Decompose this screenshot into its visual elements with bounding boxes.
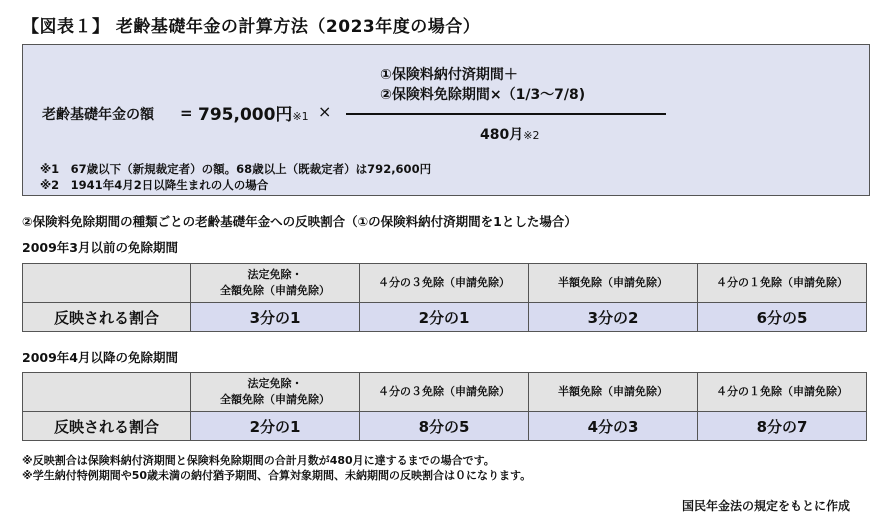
formula-label: 老齢基礎年金の額 <box>42 107 154 123</box>
ratio-table-post-2009 <box>22 372 867 441</box>
table-row <box>23 303 867 332</box>
formula-note-1: ※1 67歳以下（新規裁定者）の額。68歳以上（既裁定者）は792,600円 <box>40 162 432 176</box>
denominator-value: 480月 <box>480 127 524 143</box>
pension-amount-note: ※1 <box>292 110 309 123</box>
formula-note-2: ※2 1941年4月2日以降生まれの人の場合 <box>40 178 269 192</box>
column-header: 半額免除（申請免除） <box>529 264 698 303</box>
table-1-heading: 2009年3月以前の免除期間 <box>22 240 178 255</box>
ratio-cell: 2分の1 <box>360 303 529 332</box>
ratio-cell: 4分の3 <box>529 412 698 441</box>
denominator <box>480 124 539 144</box>
source-credit: 国民年金法の規定をもとに作成 <box>681 499 850 513</box>
column-header: 法定免除・ 全額免除（申請免除） <box>191 373 360 412</box>
footnote-2: ※学生納付特例期間や50歳未満の納付猶予期間、合算対象期間、未納期間の反映割合は０になります。 <box>22 469 532 482</box>
column-header: ４分の３免除（申請免除） <box>360 264 529 303</box>
ratio-cell: 8分の5 <box>360 412 529 441</box>
multiply-sign: × <box>318 102 332 121</box>
numerator-line-1: ①保険料納付済期間＋ <box>380 67 518 83</box>
corner-cell <box>23 373 191 412</box>
equals-sign: = <box>180 104 193 122</box>
table-2-heading: 2009年4月以降の免除期間 <box>22 350 178 365</box>
column-header: ４分の１免除（申請免除） <box>698 373 867 412</box>
row-label: 反映される割合 <box>23 412 191 441</box>
fraction-bar <box>346 113 666 115</box>
column-header: ４分の３免除（申請免除） <box>360 373 529 412</box>
ratio-cell: 3分の1 <box>191 303 360 332</box>
ratio-table-pre-2009 <box>22 263 867 332</box>
denominator-note: ※2 <box>523 129 540 142</box>
ratio-cell: 3分の2 <box>529 303 698 332</box>
ratio-cell: 2分の1 <box>191 412 360 441</box>
row-label: 反映される割合 <box>23 303 191 332</box>
table-header-row <box>23 264 867 303</box>
column-header: 半額免除（申請免除） <box>529 373 698 412</box>
footnote-1: ※反映割合は保険料納付済期間と保険料免除期間の合計月数が480月に達するまでの場合です。 <box>22 454 495 467</box>
table-header-row <box>23 373 867 412</box>
pension-amount-value: 795,000円 <box>198 105 293 125</box>
table-row <box>23 412 867 441</box>
corner-cell <box>23 264 191 303</box>
column-header: 法定免除・ 全額免除（申請免除） <box>191 264 360 303</box>
section-title: ②保険料免除期間の種類ごとの老齢基礎年金への反映割合（①の保険料納付済期間を1とした場合） <box>22 214 577 229</box>
figure-title: 【図表１】 老齢基礎年金の計算方法（2023年度の場合） <box>22 17 481 37</box>
column-header: ４分の１免除（申請免除） <box>698 264 867 303</box>
ratio-cell: 8分の7 <box>698 412 867 441</box>
pension-amount <box>198 100 309 125</box>
numerator-line-2: ②保険料免除期間×（1/3～7/8) <box>380 87 586 103</box>
ratio-cell: 6分の5 <box>698 303 867 332</box>
